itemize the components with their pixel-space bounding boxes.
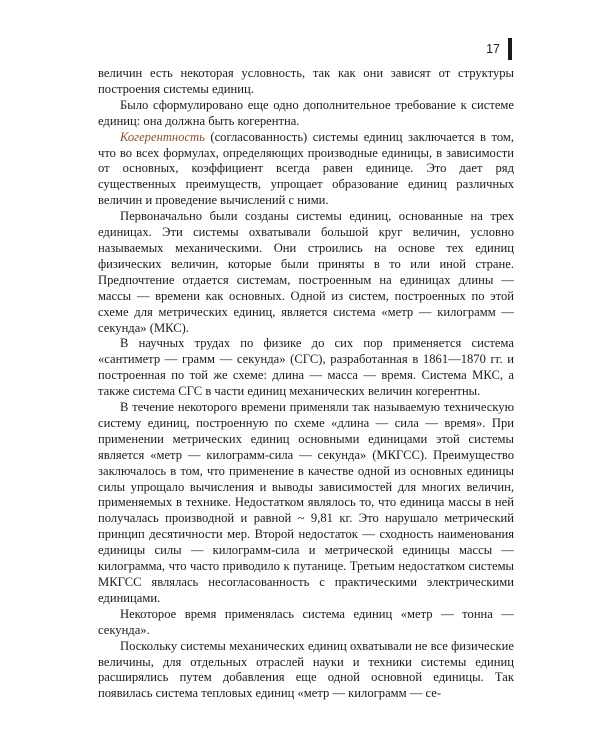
page-number: 17 — [486, 42, 500, 56]
paragraph-2: Было сформулировано еще одно дополнительное требование к системе единиц: она должна быть когерентна. — [98, 97, 514, 128]
page-header — [486, 38, 512, 60]
header-bar — [508, 38, 512, 60]
paragraph-7: Некоторое время применялась система единиц «метр — тонна — секунда». — [98, 606, 514, 637]
paragraph-3 — [98, 130, 514, 210]
paragraph-3-text: (согласованность) системы единиц заключается в том, что во всех формулах, определяющих производные единицы, в зависимости от основных, коэффициент всегда равен единице. Это дает ряд существенных преимуществ, упрощает образование единиц различных величин и проведение вычислений с ними. — [98, 129, 514, 208]
paragraph-8: Поскольку системы механических единиц охватывали не все физические величины, для отдельных отраслей науки и техники системы единиц расширялись путем добавления еще одной основной единицы. Так появилась система тепловых единиц «метр — килограмм — се- — [98, 638, 514, 701]
term-coherence: Когерентность — [120, 129, 205, 144]
paragraph-1: величин есть некоторая условность, так как они зависят от структуры построения системы единиц. — [98, 66, 514, 96]
paragraph-4: Первоначально были созданы системы единиц, основанные на трех единицах. Эти системы охватывали большой круг величин, условно называемых механическими. Они строились на основе тех единиц физических величин, которые были приняты в то или иной стране. Предпочтение отдается системам, построенным на единицах длины — массы — времени как основных. Одной из систем, построенных по этой схеме для метрических единиц, является система «метр — килограмм — секунда» (МКС). — [98, 209, 514, 335]
paragraph-6: В течение некоторого времени применяли так называемую техническую систему единиц, построенную по схеме «длина — сила — время». При применении метрических единиц основными единицами этой системы является «метр — килограмм-сила — секунда» (МКГСС). Преимущество заключалось в том, что применение в качестве одной из основных единицы силы упрощало вычисления и выводы зависимостей для многих величин, применяемых в технике. Недостатком являлось то, что единица массы в ней получалась производной и равной ~ 9,81 кг. Это нарушало метрический принцип десятичности мер. Второй недостаток — сходность наименования единицы силы — килограмм-сила и метрической единицы массы — килограмма, что часто приводило к путанице. Третьим недостатком системы МКГСС являлась несогласованность с практическими электрическими единицами. — [98, 400, 514, 605]
paragraph-5: В научных трудах по физике до сих пор применяется система «сантиметр — грамм — секунда» (СГС), разработанная в 1861—1870 гг. и построенная по той же схеме: длина — масса — время. Система МКС, а также система СГС в части единиц механических величин когерентны. — [98, 336, 514, 399]
text-body — [98, 66, 514, 702]
